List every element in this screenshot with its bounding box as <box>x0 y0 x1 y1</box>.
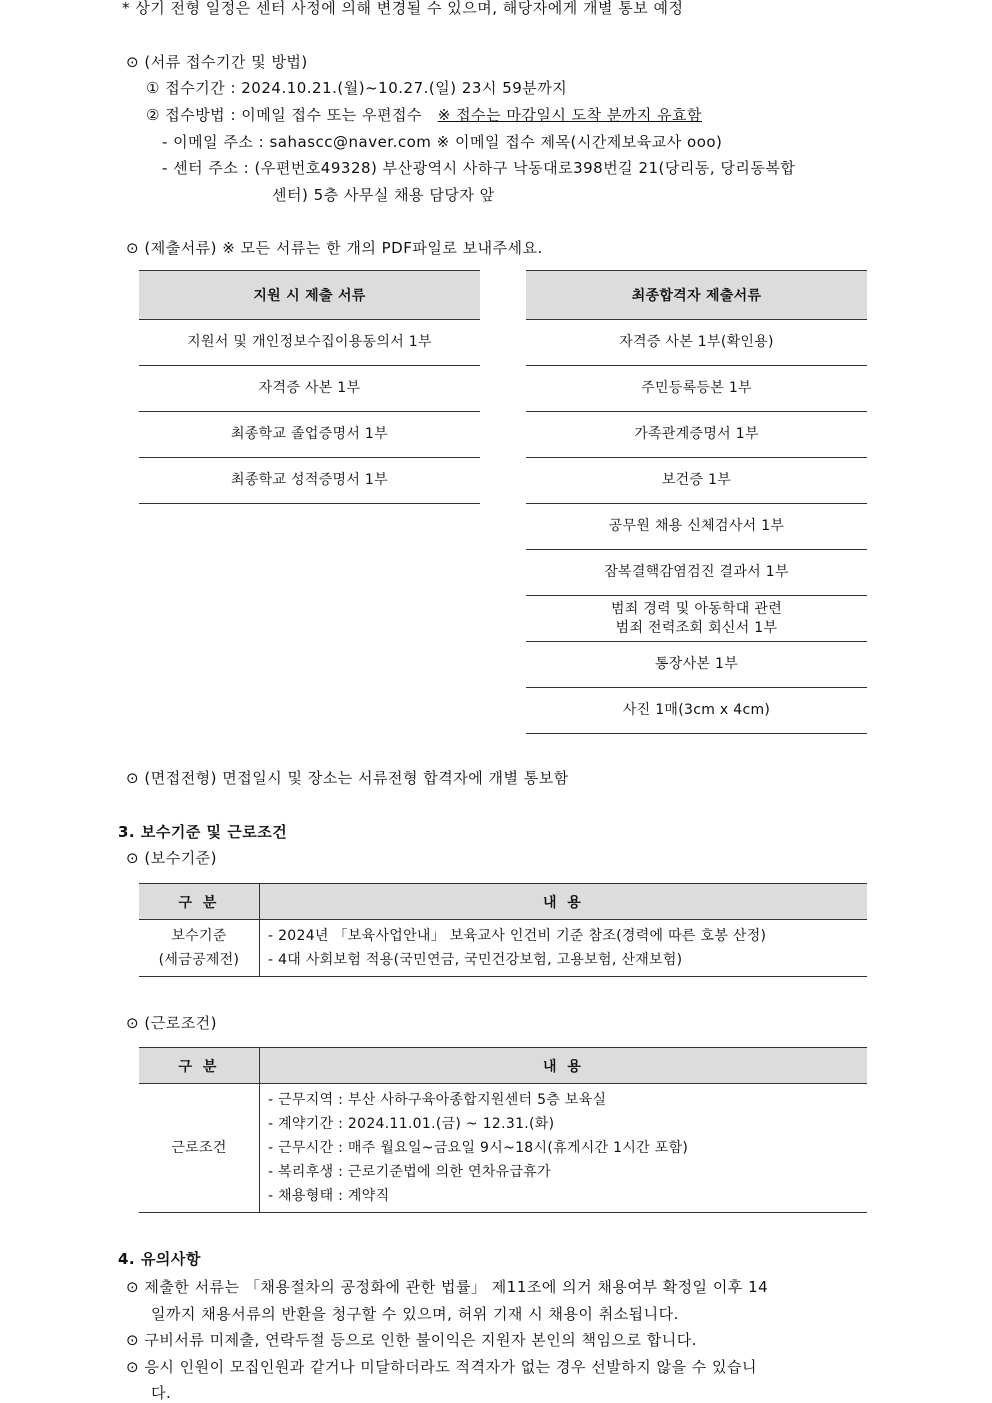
pay-label-cell <box>139 920 260 977</box>
circle-dot-icon: ⊙ <box>126 239 140 257</box>
final-document-item: 주민등록등본 1부 <box>526 366 867 412</box>
documents-heading <box>126 238 543 258</box>
final-document-item: 보건증 1부 <box>526 458 867 504</box>
pay-table <box>139 883 867 977</box>
work-line: - 채용형태 : 계약직 <box>268 1188 390 1204</box>
submission-period: ① 접수기간 : 2024.10.21.(월)~10.27.(일) 23시 59분까지 <box>146 79 568 97</box>
work-table <box>139 1047 867 1213</box>
work-line: - 계약기간 : 2024.11.01.(금) ~ 12.31.(화) <box>268 1116 555 1132</box>
circle-dot-icon: ⊙ <box>126 1278 140 1296</box>
submission-email: - 이메일 주소 : sahascc@naver.com ※ 이메일 접수 제목(시간제보육교사 ooo) <box>162 133 723 151</box>
submission-heading <box>126 52 308 72</box>
pay-line: - 4대 사회보험 적용(국민연금, 국민건강보험, 고용보험, 산재보험) <box>268 952 683 968</box>
apply-document-item: 최종학교 성적증명서 1부 <box>139 458 480 504</box>
pay-heading-text: (보수기준) <box>144 849 218 867</box>
work-label: 근로조건 <box>139 1084 260 1213</box>
section-4-title: 4. 유의사항 <box>118 1250 201 1268</box>
caution-item <box>126 1330 697 1350</box>
final-document-item: 공무원 채용 신체검사서 1부 <box>526 504 867 550</box>
submission-method-text: ② 접수방법 : 이메일 접수 또는 우편접수 <box>146 106 422 124</box>
final-documents-header: 최종합격자 제출서류 <box>526 271 867 320</box>
pay-content-cell <box>260 920 868 977</box>
pay-heading <box>126 848 217 868</box>
circle-dot-icon: ⊙ <box>126 849 140 867</box>
submission-method-note: ※ 접수는 마감일시 도착 분까지 유효함 <box>437 106 703 124</box>
caution-line: 제출한 서류는 「채용절차의 공정화에 관한 법률」 제11조에 의거 채용여부 확정일 이후 14 <box>144 1278 769 1296</box>
work-content-cell <box>260 1084 868 1213</box>
final-document-item: 사진 1매(3cm x 4cm) <box>526 688 867 734</box>
caution-line-cont: 일까지 채용서류의 반환을 청구할 수 있으며, 허위 기재 시 채용이 취소됩니다. <box>151 1305 679 1323</box>
circle-dot-icon: ⊙ <box>126 1014 140 1032</box>
submission-address-line-1: - 센터 주소 : (우편번호49328) 부산광역시 사하구 낙동대로398번길 21(당리동, 당리동복합 <box>162 159 796 177</box>
final-documents-table <box>526 270 867 734</box>
circle-dot-icon: ⊙ <box>126 1358 140 1376</box>
section-3-title: 3. 보수기준 및 근로조건 <box>118 823 288 841</box>
caution-item <box>126 1277 768 1297</box>
interview-note <box>126 768 569 788</box>
final-document-item: 자격증 사본 1부(확인용) <box>526 320 867 366</box>
work-table-col2-header: 내 용 <box>260 1048 868 1084</box>
pay-table-col1-header: 구 분 <box>139 884 260 920</box>
apply-document-item: 자격증 사본 1부 <box>139 366 480 412</box>
caution-line-cont: 다. <box>151 1384 172 1402</box>
apply-document-item: 지원서 및 개인정보수집이용동의서 1부 <box>139 320 480 366</box>
work-heading-text: (근로조건) <box>144 1014 218 1032</box>
final-document-item: 잠복결핵감염검진 결과서 1부 <box>526 550 867 596</box>
final-document-item: 통장사본 1부 <box>526 642 867 688</box>
circle-dot-icon: ⊙ <box>126 53 140 71</box>
submission-heading-text: (서류 접수기간 및 방법) <box>144 53 308 71</box>
submission-method <box>146 105 702 125</box>
apply-documents-header: 지원 시 제출 서류 <box>139 271 480 320</box>
work-table-col1-header: 구 분 <box>139 1048 260 1084</box>
pay-label: 보수기준 <box>171 928 227 944</box>
interview-note-text: (면접전형) 면접일시 및 장소는 서류전형 합격자에 개별 통보함 <box>144 769 569 787</box>
schedule-change-note: * 상기 전형 일정은 센터 사정에 의해 변경될 수 있으며, 해당자에게 개별 통보 예정 <box>122 0 684 17</box>
work-line: - 복리후생 : 근로기준법에 의한 연차유급휴가 <box>268 1164 551 1180</box>
documents-heading-text: (제출서류) ※ 모든 서류는 한 개의 PDF파일로 보내주세요. <box>144 239 543 257</box>
final-document-item: 범죄 경력 및 아동학대 관련 범죄 전력조회 회신서 1부 <box>526 596 867 642</box>
final-document-item: 가족관계증명서 1부 <box>526 412 867 458</box>
pay-line: - 2024년 「보육사업안내」 보육교사 인건비 기준 참조(경력에 따른 호봉 산정) <box>268 928 767 944</box>
pay-table-col2-header: 내 용 <box>260 884 868 920</box>
caution-line: 구비서류 미제출, 연락두절 등으로 인한 불이익은 지원자 본인의 책임으로 합니다. <box>144 1331 697 1349</box>
pay-label-sub: (세금공제전) <box>158 952 240 968</box>
apply-document-item: 최종학교 졸업증명서 1부 <box>139 412 480 458</box>
apply-documents-table <box>139 270 480 504</box>
work-line: - 근무시간 : 매주 월요일~금요일 9시~18시(휴게시간 1시간 포함) <box>268 1140 689 1156</box>
caution-line: 응시 인원이 모집인원과 같거나 미달하더라도 적격자가 없는 경우 선발하지 않을 수 있습니 <box>144 1358 757 1376</box>
circle-dot-icon: ⊙ <box>126 769 140 787</box>
work-heading <box>126 1013 217 1033</box>
submission-address-line-2: 센터) 5층 사무실 채용 담당자 앞 <box>272 186 495 204</box>
caution-item <box>126 1357 757 1377</box>
circle-dot-icon: ⊙ <box>126 1331 140 1349</box>
work-line: - 근무지역 : 부산 사하구육아종합지원센터 5층 보육실 <box>268 1092 607 1108</box>
